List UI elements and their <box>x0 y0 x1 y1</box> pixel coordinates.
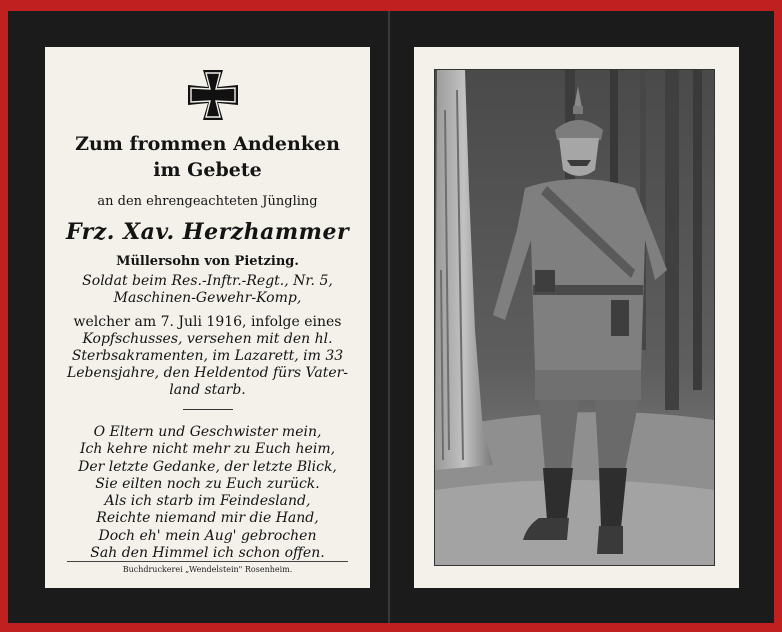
intro-line: an den ehrengeachteten Jüngling <box>97 194 318 209</box>
death-line: Sterbsakramenten, im Lazarett, im 33 <box>71 348 344 364</box>
divider <box>183 409 233 410</box>
iron-cross-icon <box>185 67 241 123</box>
service-line-1: Soldat beim Res.-Inftr.-Regt., Nr. 5, <box>82 273 333 289</box>
printer-divider <box>67 561 348 562</box>
poem-line: Ich kehre nicht mehr zu Euch heim, <box>79 441 336 458</box>
poem-line: Sie eilten noch zu Euch zurück. <box>95 475 320 492</box>
death-line: Lebensjahre, den Heldentod fürs Vater- <box>66 365 349 381</box>
death-line: welcher am 7. Juli 1916, infolge eines <box>73 314 342 330</box>
poem-line: Reichte niemand mir die Hand, <box>96 510 319 527</box>
deceased-name: Frz. Xav. Herzhammer <box>65 219 350 245</box>
poem-line: Der letzte Gedanke, der letzte Blick, <box>78 458 337 475</box>
poem-line: Als ich starb im Feindesland, <box>104 493 311 510</box>
poem-line: O Eltern und Geschwister mein, <box>93 424 322 440</box>
poem-line: Doch eh' mein Aug' gebrochen <box>98 527 317 544</box>
heading-line-2: im Gebete <box>153 159 262 181</box>
card-fold <box>388 11 390 623</box>
subtitle-line: Müllersohn von Pietzing. <box>116 254 299 269</box>
death-line: land starb. <box>169 382 246 398</box>
service-line-2: Maschinen-Gewehr-Komp, <box>113 290 302 306</box>
death-line: Kopfschusses, versehen mit den hl. <box>82 331 333 347</box>
printer-credit: Buchdruckerei „Wendelstein" Rosenheim. <box>122 565 293 574</box>
photo-panel <box>414 47 739 588</box>
soldier-photo <box>434 69 715 566</box>
heading-line-1: Zum frommen Andenken <box>75 133 340 155</box>
poem <box>45 424 370 562</box>
text-panel <box>45 47 370 588</box>
poem-line: Sah den Himmel ich schon offen. <box>90 545 325 562</box>
